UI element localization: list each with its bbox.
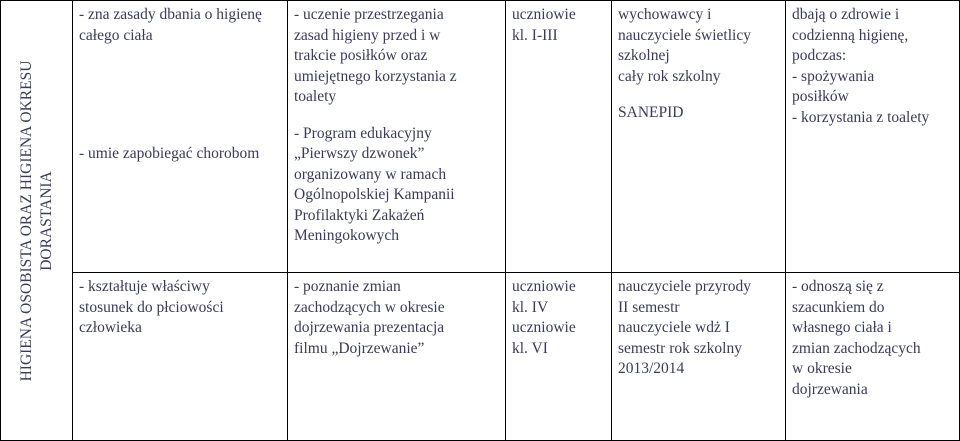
cell-text-block	[294, 5, 499, 108]
activities-cell	[288, 1, 506, 273]
cell-text-line: Meningokowych	[294, 227, 400, 244]
section-heading-cell	[1, 1, 73, 441]
cell-text-line: toalety	[294, 88, 337, 105]
cell-text-line: trakcie posiłków oraz	[294, 47, 428, 64]
cell-text-block	[79, 277, 281, 339]
cell-text-line: nauczyciele świetlicy	[618, 26, 751, 44]
cell-text-line: całego ciała	[79, 26, 153, 44]
outcomes-cell	[786, 1, 960, 273]
section-heading-line: DORASTANIA	[37, 170, 55, 271]
cell-text-line: człowieka	[79, 319, 142, 336]
cell-text-line: - spożywania	[792, 67, 875, 85]
cell-text-line: dojrzewania	[792, 380, 868, 398]
cell-text-line: umiejętnego korzystania z	[294, 67, 457, 85]
cell-text-line: SANEPID	[618, 104, 684, 121]
cell-text-line: uczniowie	[512, 278, 576, 295]
section-heading	[17, 60, 57, 381]
cell-text-line: własnego ciała i	[792, 319, 892, 336]
cell-text-line: cały rok szkolny	[618, 67, 721, 85]
cell-text-line: Ogólnopolskiej Kampanii	[294, 186, 455, 203]
cell-text-line: - uczenie przestrzegania	[294, 6, 444, 23]
cell-text-line: II semestr	[618, 298, 680, 316]
table-row	[1, 1, 960, 273]
cell-text-line: kl. I-III	[512, 26, 558, 44]
cell-text-block	[618, 5, 779, 87]
cell-text-block	[294, 277, 499, 359]
cell-text-line: 2013/2014	[618, 360, 685, 377]
cell-text-line: kl. IV	[512, 298, 549, 316]
cell-text-line: dbają o zdrowie i	[792, 6, 900, 23]
cell-text-block	[618, 103, 779, 124]
cell-text-line: filmu „Dojrzewanie”	[294, 339, 425, 357]
cell-text-line: nauczyciele przyrody	[618, 278, 751, 295]
cell-text-line: szkolnej	[618, 47, 670, 64]
cell-text-line: wychowawcy i	[618, 6, 712, 23]
cell-text-line: Profilaktyki Zakażeń	[294, 206, 425, 224]
cell-text-line: szacunkiem do	[792, 298, 885, 316]
participants-cell	[506, 273, 612, 441]
cell-text-line: uczniowie	[512, 6, 576, 23]
participants-cell	[506, 1, 612, 273]
table-row	[1, 273, 960, 441]
cell-text-line: - zna zasady dbania o higienę	[79, 6, 262, 23]
cell-text-block	[79, 144, 281, 165]
cell-text-line: - korzystania z toalety	[792, 108, 930, 126]
cell-text-line: „Pierwszy dzwonek”	[294, 145, 425, 162]
cell-text-line: - Program edukacyjny	[294, 124, 432, 142]
cell-text-line: w okresie	[792, 360, 852, 377]
cell-text-line: kl. VI	[512, 339, 548, 357]
cell-text-line: - kształtuje właściwy	[79, 278, 210, 295]
cell-text-line: zasad higieny przed i w	[294, 26, 441, 44]
cell-text-line: - poznanie zmian	[294, 278, 401, 295]
goals-cell	[73, 273, 288, 441]
cell-text-line: stosunek do płciowości	[79, 298, 224, 316]
cell-text-line: codzienną higienę,	[792, 26, 909, 44]
activities-cell	[288, 273, 506, 441]
cell-text-line: nauczyciele wdż I	[618, 319, 730, 336]
cell-text-line: posiłków	[792, 88, 849, 105]
cell-text-line: podczas:	[792, 47, 847, 64]
cell-text-line: - odnoszą się z	[792, 278, 884, 295]
cell-text-block	[294, 124, 499, 247]
cell-text-block	[618, 277, 779, 380]
cell-text-line: uczniowie	[512, 319, 576, 336]
cell-text-line: - umie zapobiegać chorobom	[79, 145, 260, 162]
responsible-cell	[612, 1, 786, 273]
cell-text-line: semestr rok szkolny	[618, 339, 742, 357]
outcomes-cell	[786, 273, 960, 441]
responsible-cell	[612, 273, 786, 441]
cell-text-line: dojrzewania prezentacja	[294, 319, 445, 336]
cell-text-line: organizowany w ramach	[294, 165, 447, 183]
cell-text-block	[79, 5, 281, 46]
section-heading-line: HIGIENA OSOBISTA ORAZ HIGIENA OKRESU	[17, 60, 35, 381]
cell-text-line: zmian zachodzących	[792, 339, 921, 357]
goals-cell	[73, 1, 288, 273]
cell-text-line: zachodzących w okresie	[294, 298, 445, 316]
